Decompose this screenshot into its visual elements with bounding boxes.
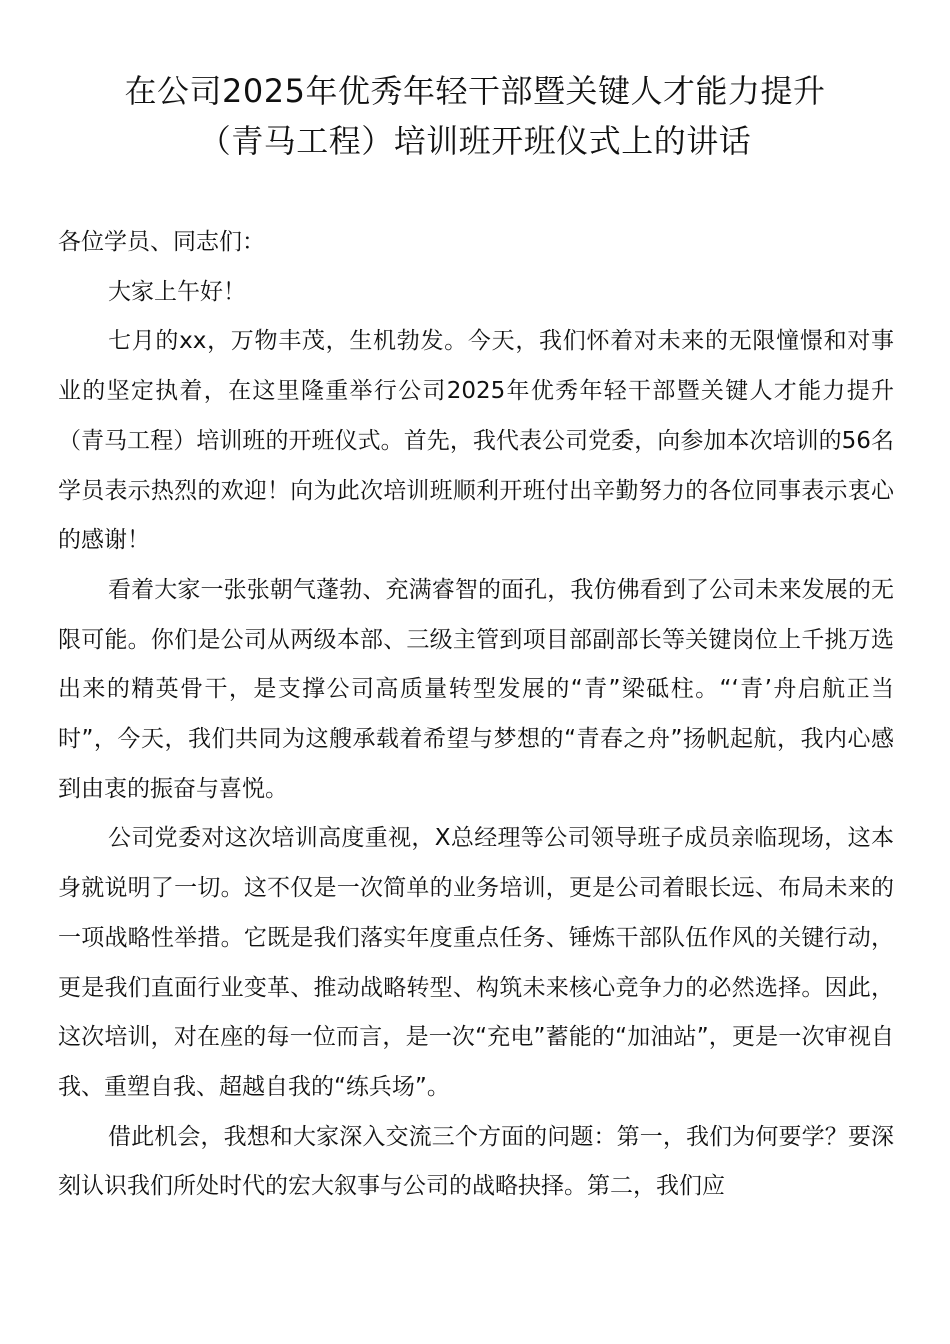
title-line-1: 在公司2025年优秀年轻干部暨关键人才能力提升 [124,72,826,110]
document-title [40,66,910,166]
paragraph-three-questions: 借此机会，我想和大家深入交流三个方面的问题：第一，我们为何要学？要深刻认识我们所处时代的宏大叙事与公司的战略抉择。第二，我们应 [58,1123,894,1200]
document-body [58,218,894,1212]
salutation: 各位学员、同志们： [58,229,265,255]
paragraph-trainees: 看着大家一张张朝气蓬勃、充满睿智的面孔，我仿佛看到了公司未来发展的无限可能。你们是公司从两级本部、三级主管到项目部副部长等关键岗位上千挑万选出来的精英骨干，是支撑公司高质量转型发展的“青”梁砥柱。“‘青’舟启航正当时”，今天，我们共同为这艘承载着希望与梦想的“青春之舟”扬帆起航，我内心感到由衷的振奋与喜悦。 [58,576,894,802]
paragraph-opening: 七月的xx，万物丰茂，生机勃发。今天，我们怀着对未来的无限憧憬和对事业的坚定执着，在这里隆重举行公司2025年优秀年轻干部暨关键人才能力提升（青马工程）培训班的开班仪式。首先，我代表公司党委，向参加本次培训的56名学员表示热烈的欢迎！向为此次培训班顺利开班付出辛勤努力的各位同事表示衷心的感谢！ [58,328,894,554]
paragraph-greeting: 大家上午好！ [108,278,246,305]
title-line-2: （青马工程）培训班开班仪式上的讲话 [198,122,752,160]
paragraph-importance: 公司党委对这次培训高度重视，X总经理等公司领导班子成员亲临现场，这本身就说明了一切。这不仅是一次简单的业务培训，更是公司着眼长远、布局未来的一项战略性举措。它既是我们落实年度重点任务、锤炼干部队伍作风的关键行动，更是我们直面行业变革、推动战略转型、构筑未来核心竞争力的必然选择。因此，这次培训，对在座的每一位而言，是一次“充电”蓄能的“加油站”，更是一次审视自我、重塑自我、超越自我的“练兵场”。 [58,825,894,1100]
